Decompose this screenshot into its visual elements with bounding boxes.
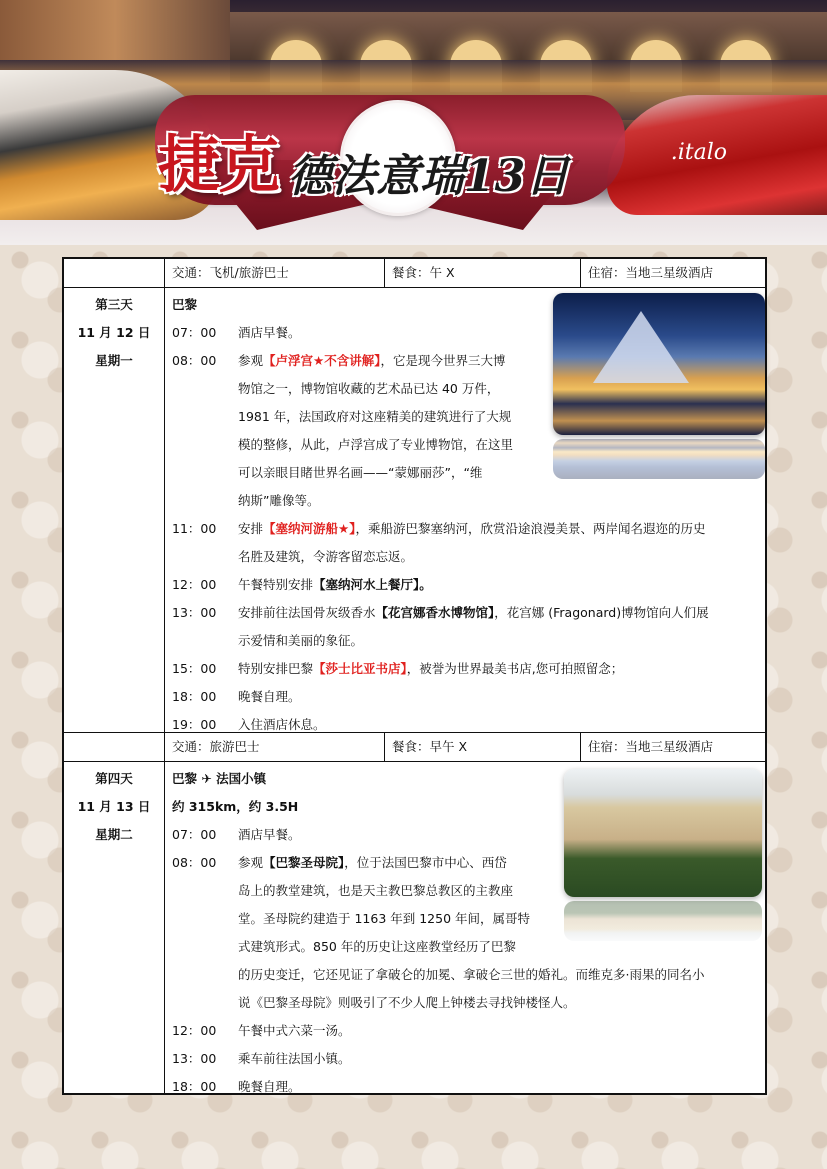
day4-content: 巴黎 ✈ 法国小镇 约 315km，约 3.5H 07：00 酒店早餐。 08：00 参观【巴黎圣母院】，位于法国巴黎市中心、西岱 岛上的教堂建筑，也是天主教巴黎总教区的主教座 堂。圣母院约建造于 1163 年到 1250 年间，属哥特 式建筑形式。850 年的历史让这座教堂经历了巴黎 的历史变迁，它还见证了拿破仑的加冕、拿破仑三世的婚礼。而维克多·雨果的同名小 说《巴黎圣母院》则吸引了不少人爬上钟楼去寻找钟楼怪人。 12：00 午餐中式六菜一汤。 13：00 乘车前往法国小镇。 18：00 晚餐自理。 [172,765,757,1101]
louvre-photo-reflection [553,439,765,479]
hotel-info: 住宿：当地三星级酒店 [588,265,714,280]
route: 巴黎 ✈ 法国小镇 [172,771,267,786]
meals-info: 餐食：午 X [392,265,455,280]
distance: 约 315km，约 3.5H [172,799,299,814]
louvre-photo [553,293,765,435]
italo-logo: .italo [670,140,727,165]
day-number: 第三天 [95,297,133,312]
city-buildings [0,0,230,60]
meals-info: 餐食：早午 X [392,739,468,754]
page-title [158,115,569,204]
day3-label [64,291,164,375]
itinerary-table [62,257,767,1095]
transport-info: 交通：旅游巴士 [172,739,260,754]
day3-info-row [64,259,765,287]
day-number: 第四天 [95,771,133,786]
hotel-info: 住宿：当地三星级酒店 [588,739,714,754]
versailles-photo [564,769,762,897]
title-sub: 德法意瑞13日 [288,151,570,202]
day-date: 11 月 12 日 [77,325,151,340]
header-banner [0,0,827,245]
day3-content: 巴黎 07：00 酒店早餐。 08：00 参观【卢浮宫★不含讲解】，它是现今世界三大博 物馆之一，博物馆收藏的艺术品已达 40 万件， 1981 年，法国政府对这座精美的建筑进行了大规 模的整修，从此，卢浮宫成了专业博物馆，在这里 可以亲眼目睹世界名画——“蒙娜丽莎”，“维 纳斯”雕像等。 11：00 安排【塞纳河游船★】，乘船游巴黎塞纳河，欣赏沿途浪漫美景、两岸闻名遐迩的历史 名胜及建筑，令游客留恋忘返。 12：00 午餐特别安排【塞纳河水上餐厅】。 13：00 安排前往法国骨灰级香水【花宫娜香水博物馆】，花宫娜 (Fragonard)博物馆向人们展 示爱情和美丽的象征。 15：00 特别安排巴黎【莎士比亚书店】，被誉为世界最美书店,您可拍照留念； 18：00 晚餐自理。 19：00 入住酒店休息。 [172,291,757,739]
day-date: 11 月 13 日 [77,799,151,814]
transport-info: 交通：飞机/旅游巴士 [172,265,289,280]
versailles-photo-reflection [564,901,762,941]
route: 巴黎 [172,297,198,312]
seine-cruise-highlight: 【塞纳河游船★】 [263,521,356,536]
day4-info-row [64,733,765,761]
louvre-highlight: 【卢浮宫★不含讲解】 [263,353,381,368]
day-weekday: 星期二 [95,827,133,842]
day4-label [64,765,164,849]
day-weekday: 星期一 [95,353,133,368]
title-main: 捷克 [158,128,279,201]
bookshop-highlight: 【莎士比亚书店】 [313,661,407,676]
